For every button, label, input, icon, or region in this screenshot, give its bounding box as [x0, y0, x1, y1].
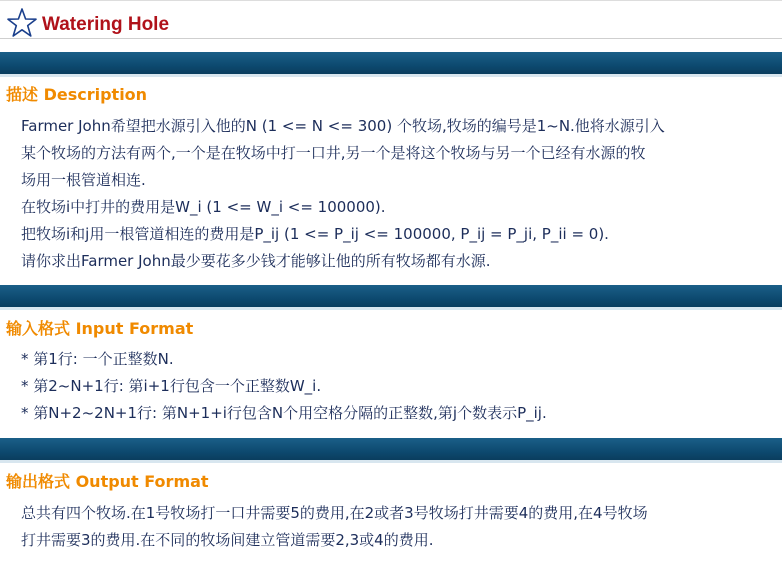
description-line: 某个牧场的方法有两个,一个是在牧场中打一口井,另一个是将这个牧场与另一个已经有水源的牧 — [21, 144, 646, 162]
input-format-line: * 第2~N+1行: 第i+1行包含一个正整数W_i. — [21, 377, 322, 395]
input-format-line: * 第1行: 一个正整数N. — [21, 350, 174, 368]
star-outline-icon — [6, 7, 38, 39]
output-format-line: 打井需要3的费用.在不同的牧场间建立管道需要2,3或4的费用. — [21, 531, 434, 549]
section-heading-input: 输入格式 Input Format — [6, 319, 194, 338]
description-line: 场用一根管道相连. — [21, 171, 146, 189]
section-band-output — [0, 438, 782, 460]
section-heading-output: 输出格式 Output Format — [6, 472, 209, 491]
output-format-line: 总共有四个牧场.在1号牧场打一口井需要5的费用,在2或者3号牧场打井需要4的费用,在4号牧场 — [21, 504, 648, 522]
section-band-input — [0, 285, 782, 307]
description-line: 在牧场i中打井的费用是W_i (1 <= W_i <= 100000). — [21, 198, 386, 216]
description-line: 把牧场i和j用一根管道相连的费用是P_ij (1 <= P_ij <= 100000, P_ij = P_ji, P_ii = 0). — [21, 225, 609, 243]
input-format-line: * 第N+2~2N+1行: 第N+1+i行包含N个用空格分隔的正整数,第j个数表示P_ij. — [21, 404, 547, 422]
title-divider — [0, 38, 782, 39]
section-heading-description: 描述 Description — [6, 85, 148, 104]
description-line: 请你求出Farmer John最少要花多少钱才能够让他的所有牧场都有水源. — [21, 252, 491, 270]
section-band-description — [0, 52, 782, 74]
description-line: Farmer John希望把水源引入他的N (1 <= N <= 300) 个牧场,牧场的编号是1~N.他将水源引入 — [21, 117, 665, 135]
page-title: Watering Hole — [42, 14, 170, 35]
